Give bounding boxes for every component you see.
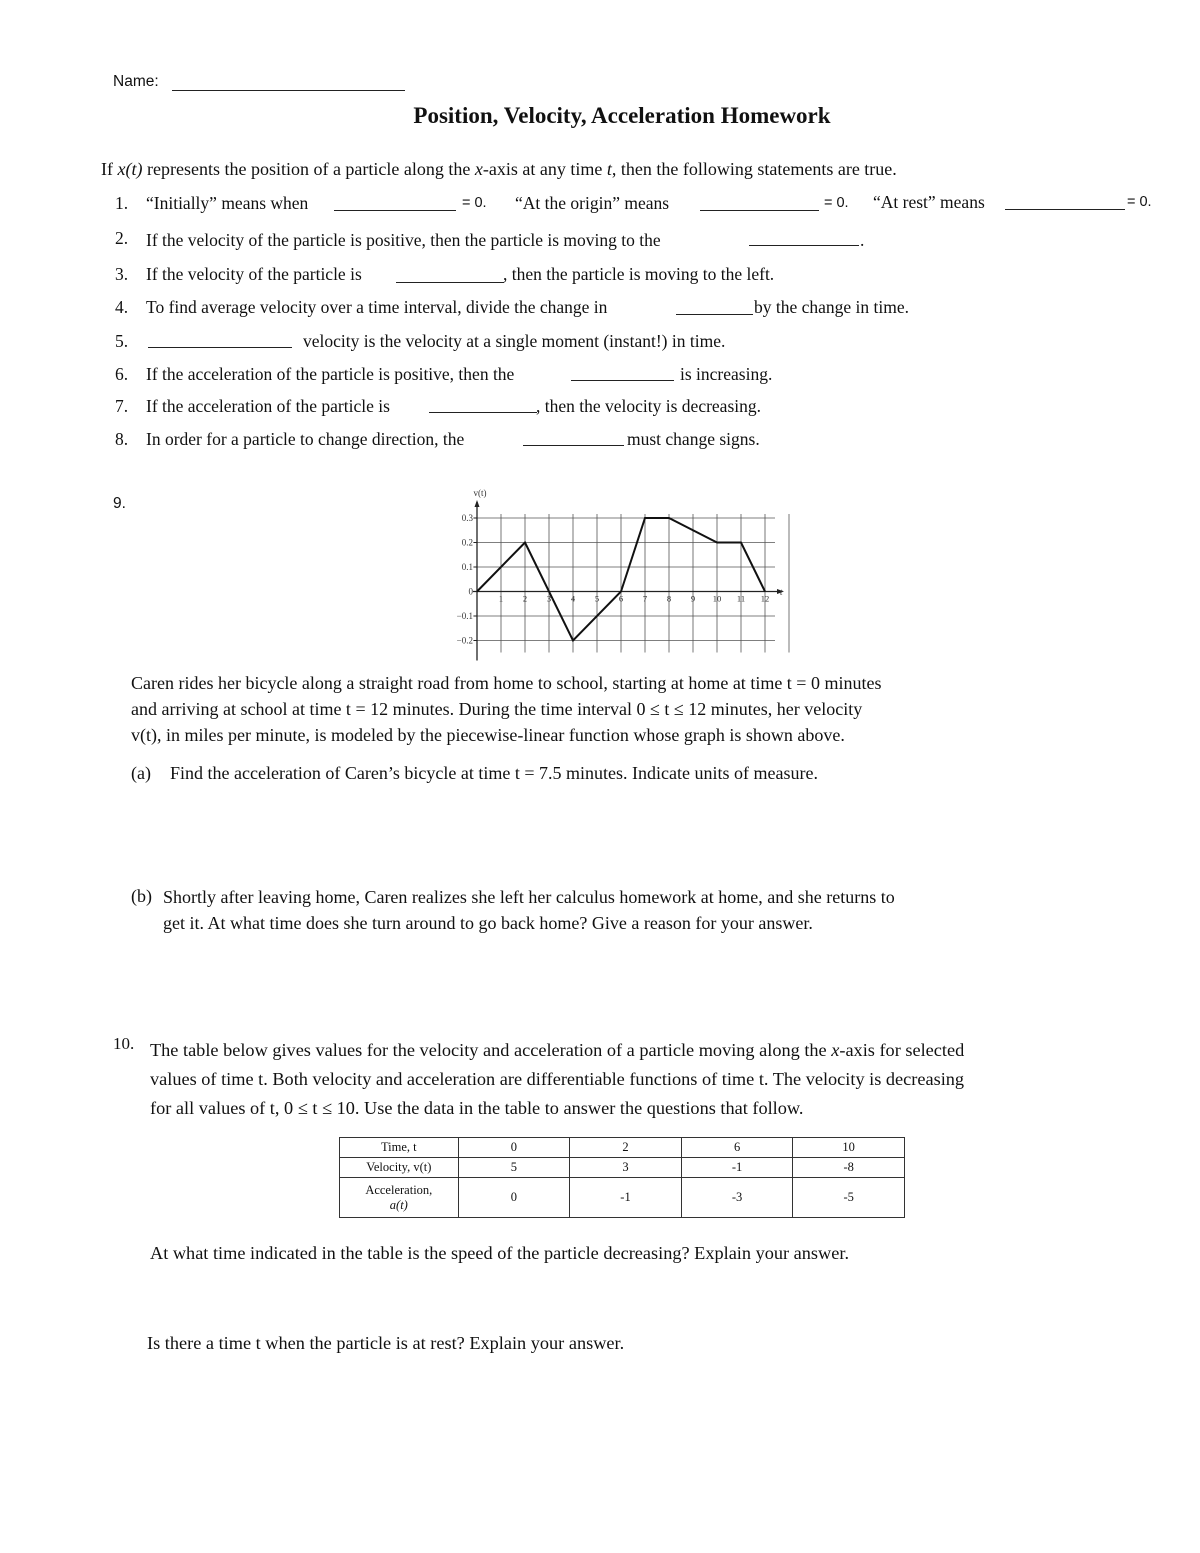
q10-number: 10. <box>113 1034 135 1053</box>
table-row-label: Velocity, v(t) <box>340 1158 459 1178</box>
q9b-text <box>163 884 895 936</box>
q3-text-b: , then the particle is moving to the left. <box>503 264 775 284</box>
x-tick-label: 5 <box>594 593 600 604</box>
name-field[interactable] <box>172 90 405 91</box>
q7-blank[interactable] <box>429 412 537 413</box>
x-tick-label: 11 <box>736 593 746 604</box>
q9-line-2: and arriving at school at time t = 12 minutes. During the time interval 0 ≤ t ≤ 12 minutes, her velocity <box>131 699 863 719</box>
q1-part-a: “Initially” means when <box>146 193 309 213</box>
x-tick-label: 6 <box>618 593 624 604</box>
q7-number: 7. <box>115 396 129 416</box>
q8-text-a: In order for a particle to change direction, the <box>146 429 465 449</box>
q9-number: 9. <box>113 495 126 512</box>
chart-x-label: t <box>780 587 783 597</box>
q1-blank-a[interactable] <box>334 210 456 211</box>
q4-blank[interactable] <box>676 314 753 315</box>
q2-number: 2. <box>115 228 129 248</box>
table-row <box>340 1158 905 1178</box>
q9-line-3: v(t), in miles per minute, is modeled by the piecewise-linear function whose graph is shown above. <box>131 725 845 745</box>
x-tick-label: 3 <box>546 593 552 604</box>
y-tick-label: −0.1 <box>456 611 473 621</box>
chart-axes <box>473 500 784 661</box>
y-tick-label: 0 <box>468 586 473 597</box>
intro-text: If x(t) represents the position of a particle along the x-axis at any time t, then the following statements are true. <box>101 159 897 179</box>
table-row <box>340 1178 905 1218</box>
y-tick-label: −0.2 <box>456 635 473 646</box>
table-cell: -1 <box>570 1178 682 1218</box>
q9-line-1: Caren rides her bicycle along a straight road from home to school, starting at home at time t = 0 minutes <box>131 673 882 693</box>
table-cell: 0 <box>458 1138 570 1158</box>
q9a-text: Find the acceleration of Caren’s bicycle at time t = 7.5 minutes. Indicate units of measure. <box>170 763 818 783</box>
chart-y-label: v(t) <box>473 488 487 498</box>
q8-number: 8. <box>115 429 129 449</box>
q3-text-a: If the velocity of the particle is <box>146 264 362 284</box>
q8-blank[interactable] <box>523 445 624 446</box>
table-row <box>340 1138 905 1158</box>
q9b-line-2: get it. At what time does she turn around to go back home? Give a reason for your answer. <box>163 913 813 933</box>
q9b-label: (b) <box>131 886 152 906</box>
q1-part-c: “At rest” means <box>873 192 985 212</box>
table-cell: 5 <box>458 1158 570 1178</box>
q9a-label: (a) <box>131 763 151 783</box>
q10-question-1: At what time indicated in the table is the speed of the particle decreasing? Explain your answer. <box>150 1243 850 1263</box>
table-cell: 2 <box>570 1138 682 1158</box>
chart-ticks <box>457 513 770 646</box>
q9b-line-1: Shortly after leaving home, Caren realizes she left her calculus homework at home, and she returns to <box>163 887 895 907</box>
x-tick-label: 9 <box>690 593 696 604</box>
q3-number: 3. <box>115 264 129 284</box>
page-title: Position, Velocity, Acceleration Homework <box>413 103 831 128</box>
q5-blank[interactable] <box>148 347 292 348</box>
x-tick-label: 7 <box>642 593 648 604</box>
q2-blank[interactable] <box>749 245 859 246</box>
y-tick-label: 0.3 <box>461 513 473 523</box>
data-table <box>339 1137 905 1218</box>
q9-paragraph <box>131 670 881 748</box>
table-cell: 6 <box>681 1138 793 1158</box>
q7-text-a: If the acceleration of the particle is <box>146 396 390 416</box>
q10-paragraph <box>150 1036 964 1123</box>
x-tick-label: 8 <box>666 593 672 604</box>
table-cell: -3 <box>681 1178 793 1218</box>
q5-text: velocity is the velocity at a single moment (instant!) in time. <box>303 331 726 351</box>
x-tick-label: 12 <box>760 593 770 604</box>
table-cell: 10 <box>793 1138 905 1158</box>
q6-blank[interactable] <box>571 380 674 381</box>
q4-text-b: by the change in time. <box>754 297 910 317</box>
q6-number: 6. <box>115 364 129 384</box>
q10-line-1: The table below gives values for the velocity and acceleration of a particle moving along the x-axis for selected <box>150 1040 965 1060</box>
table-cell: -5 <box>793 1178 905 1218</box>
chart-grid <box>473 514 789 653</box>
q5-number: 5. <box>115 331 129 351</box>
velocity-chart <box>445 486 785 661</box>
x-tick-label: 2 <box>522 593 528 604</box>
table-row-label: Time, t <box>340 1138 459 1158</box>
q2-text: If the velocity of the particle is positive, then the particle is moving to the <box>146 230 661 250</box>
q1-eq-c: = 0. <box>1127 194 1152 210</box>
y-tick-label: 0.1 <box>461 562 473 572</box>
name-label <box>113 73 159 91</box>
y-tick-label: 0.2 <box>461 537 473 548</box>
q3-blank[interactable] <box>396 282 504 283</box>
q6-text-a: If the acceleration of the particle is positive, then the <box>146 364 515 384</box>
q1-blank-b[interactable] <box>700 210 819 211</box>
q1-eq-a: = 0. <box>462 195 487 211</box>
table-cell: 3 <box>570 1158 682 1178</box>
x-tick-label: 10 <box>712 593 722 604</box>
q10-line-3: for all values of t, 0 ≤ t ≤ 10. Use the data in the table to answer the questions that follow. <box>150 1098 804 1118</box>
table-cell: 0 <box>458 1178 570 1218</box>
q1-number: 1. <box>115 193 129 213</box>
x-tick-label: 4 <box>570 593 576 604</box>
q1-part-b: “At the origin” means <box>515 193 670 213</box>
table-cell: -8 <box>793 1158 905 1178</box>
q1-blank-c[interactable] <box>1005 209 1125 210</box>
q6-text-b: is increasing. <box>680 364 773 384</box>
q10-line-2: values of time t. Both velocity and acceleration are differentiable functions of time t. The velocity is decreasing <box>150 1069 965 1089</box>
q1-eq-b: = 0. <box>824 195 849 211</box>
x-tick-label: 1 <box>498 593 504 604</box>
y-axis-arrow <box>475 500 480 507</box>
q2-end: . <box>860 230 865 250</box>
table-row-label: Acceleration, a(t) <box>340 1178 459 1218</box>
q4-number: 4. <box>115 297 129 317</box>
q4-text-a: To find average velocity over a time interval, divide the change in <box>146 297 608 317</box>
name-label-text: Name: <box>113 73 159 90</box>
q10-question-2: Is there a time t when the particle is at rest? Explain your answer. <box>147 1333 625 1353</box>
q7-text-b: , then the velocity is decreasing. <box>536 396 761 416</box>
q8-text-b: must change signs. <box>627 429 760 449</box>
table-cell: -1 <box>681 1158 793 1178</box>
